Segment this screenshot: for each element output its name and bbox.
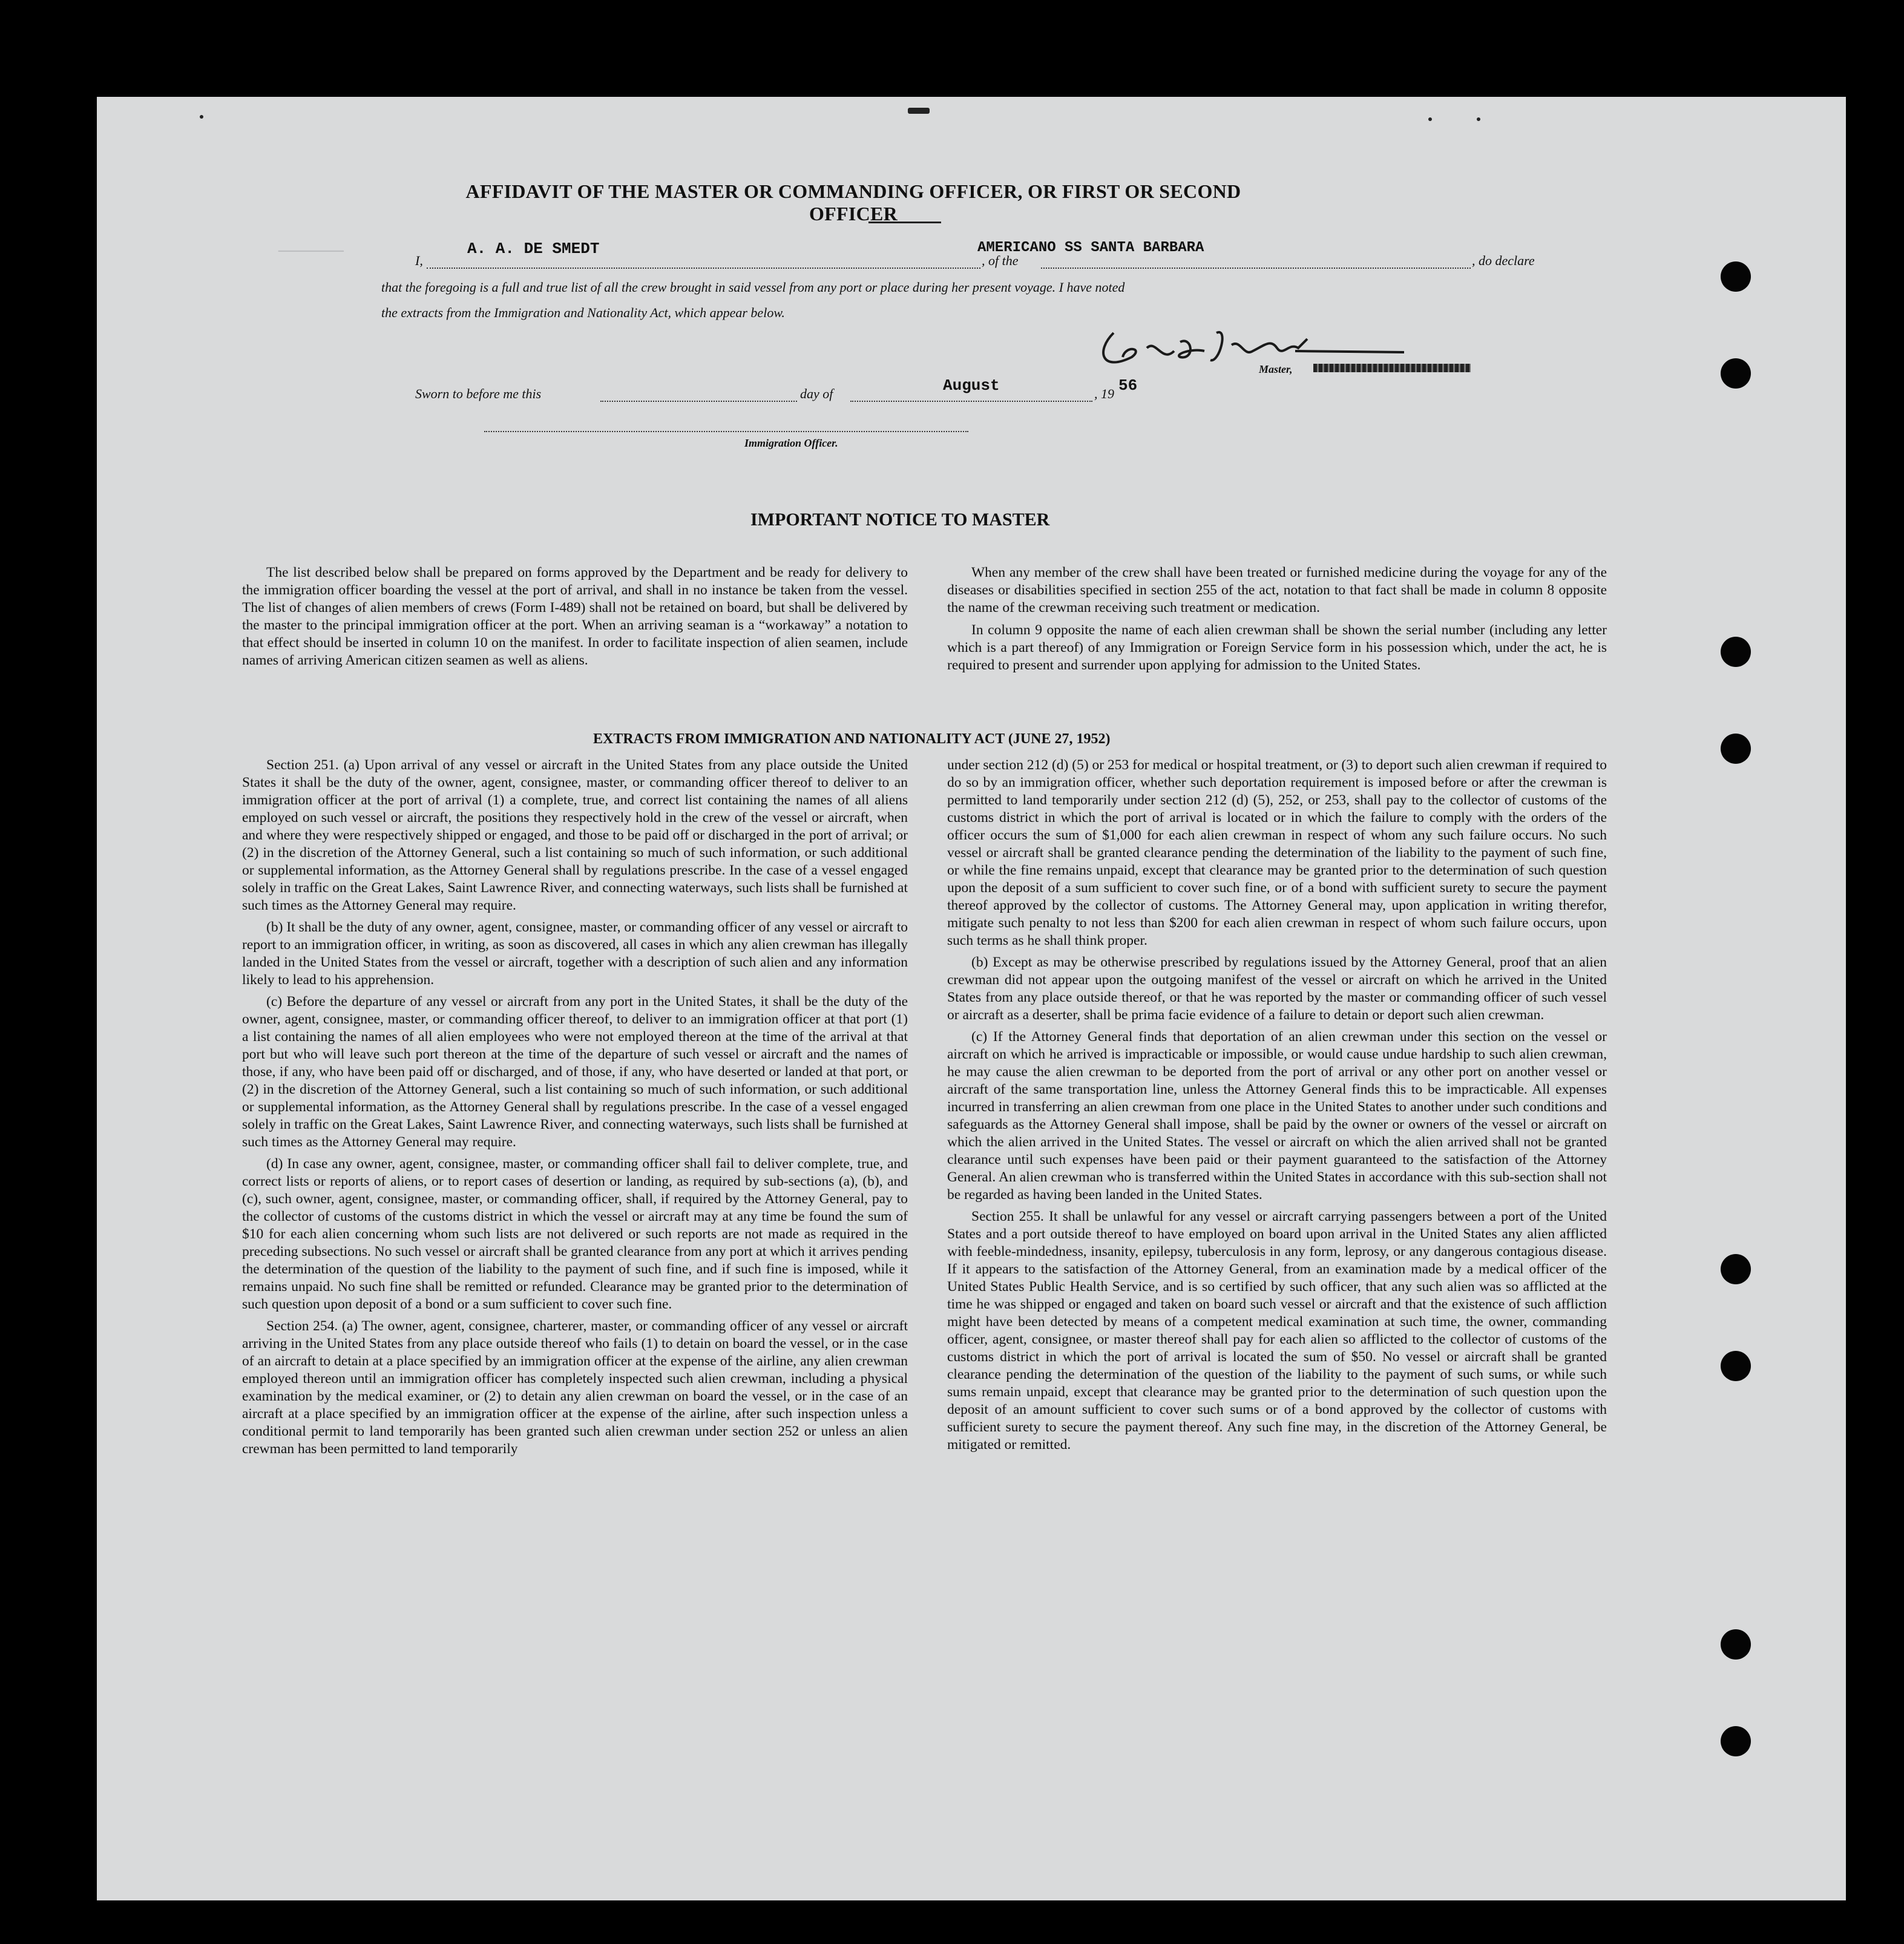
statement-line-2: the extracts from the Immigration and Nationality Act, which appear below. bbox=[381, 305, 785, 320]
year-prefix: , 19 bbox=[1094, 386, 1114, 401]
name-field-line bbox=[427, 268, 980, 269]
punch-hole bbox=[1721, 1726, 1751, 1756]
section-251-b: (b) It shall be the duty of any owner, agent, consignee, master, or commanding officer of any vessel or aircraft to report to an immigration officer, in writing, as soon as discovered, all cases in which any alien crewman has illegally landed in the United States from the vessel or aircraft, together with a description of such alien and any information likely to lead to his apprehension. bbox=[242, 919, 908, 988]
title-rule bbox=[868, 222, 941, 223]
ink-speck bbox=[1428, 117, 1432, 121]
immigration-officer-label: Immigration Officer. bbox=[744, 437, 838, 449]
struck-out-title bbox=[1313, 364, 1471, 372]
affidavit-title: AFFIDAVIT OF THE MASTER OR COMMANDING OFFICER, OR FIRST OR SECOND OFFICER bbox=[465, 180, 1241, 225]
notice-title: IMPORTANT NOTICE TO MASTER bbox=[750, 510, 1050, 530]
punch-hole bbox=[1721, 1629, 1751, 1660]
extracts-title: EXTRACTS FROM IMMIGRATION AND NATIONALITY ACT (JUNE 27, 1952) bbox=[593, 731, 1111, 747]
notice-right-paragraph-2: In column 9 opposite the name of each alien crewman shall be shown the serial number (including any letter which is a part thereof) of any Immigration or Foreign Service form in his possession which, under the act, he is required to present and surrender upon applying for admission to the United States. bbox=[947, 622, 1607, 673]
document-page bbox=[97, 97, 1846, 1900]
statement-line-1: that the foregoing is a full and true list of all the crew brought in said vessel from any port or place during her present voyage. I have noted bbox=[381, 280, 1125, 295]
sworn-month-line bbox=[850, 401, 1092, 402]
day-of-label: day of bbox=[800, 386, 833, 401]
immigration-officer-line bbox=[484, 431, 968, 432]
ink-speck bbox=[200, 115, 203, 119]
declare-label: , do declare bbox=[1472, 253, 1535, 268]
extracts-left-column bbox=[242, 757, 908, 1462]
section-254-b: (b) Except as may be otherwise prescribed by regulations issued by the Attorney General, proof that an alien crewman did not appear upon the outgoing manifest of the vessel or aircraft on which he arrived in the United States from any place outside thereof, or that he was reported by the master or commanding officer of such vessel or aircraft as a deserter, shall be prima facie evidence of a failure to detain or deport such alien crewman. bbox=[947, 954, 1607, 1023]
of-the-label: , of the bbox=[982, 253, 1019, 268]
section-251-a: Section 251. (a) Upon arrival of any vessel or aircraft in the United States from any place outside the United States it shall be the duty of the owner, agent, consignee, master, or commanding officer thereof to deliver to an immigration officer at the port of arrival (1) a complete, true, and correct list containing the names of all aliens employed on such vessel or aircraft, the positions they respectively hold in the crew of the vessel or aircraft, when and where they were respectively shipped or engaged, and those to be paid off or discharged in the port of arrival; or (2) in the discretion of the Attorney General, such a list containing so much of such information, or such additional or supplemental information, as the Attorney General shall by regulations prescribe. In the case of a vessel engaged solely in traffic on the Great Lakes, Saint Lawrence River, and connecting waterways, such lists shall be furnished at such times as the Attorney General may require. bbox=[242, 757, 908, 913]
vessel-field-line bbox=[1041, 268, 1471, 269]
punch-hole bbox=[1721, 637, 1751, 667]
punch-hole bbox=[1721, 1351, 1751, 1381]
sworn-month: August bbox=[943, 376, 1000, 395]
sworn-day-line bbox=[600, 401, 797, 402]
notice-right-column bbox=[947, 564, 1607, 679]
bleed-through: ────── bbox=[278, 242, 344, 263]
notice-left-paragraph: The list described below shall be prepared on forms approved by the Department and be ready for delivery to the immigration officer boarding the vessel at the port of arrival, and shall in no instance be taken from the vessel. The list of changes of alien members of crews (Form I-489) shall not be retained on board, but shall be delivered by the master to the principal immigration officer at the port. When an arriving seaman is a “workaway” a notation to that effect should be inserted in column 10 on the manifest. In order to facilitate inspection of alien seamen, include names of arriving American citizen seamen as well as aliens. bbox=[242, 565, 908, 668]
ink-speck bbox=[1477, 117, 1480, 121]
section-255: Section 255. It shall be unlawful for any vessel or aircraft carrying passengers between a port of the United States and a port outside thereof to have employed on board upon arrival in the United States any alien afflicted with feeble-mindedness, insanity, epilepsy, tuberculosis in any form, leprosy, or any dangerous contagious disease. If it appears to the satisfaction of the Attorney General, from an examination made by a medical officer of the United States Public Health Service, and is so certified by such officer, that any such alien was so afflicted at the time he was shipped or engaged and taken on board such vessel or aircraft and that the existence of such affliction might have been detected by means of a competent medical examination at such time, the owner, commanding officer, agent, consignee, or master thereof shall pay for each alien so afflicted to the collector of customs of the customs district in which the port of arrival is located the sum of $50. No vessel or aircraft shall be granted clearance pending the determination of the question of the liability to the payment of such sums, or while such sums remain unpaid, except that clearance may be granted prior to the determination of such question upon the deposit of an amount sufficient to cover such sums or of a bond approved by the collector of customs with sufficient surety to secure the payment thereof. Any such fine may, in the discretion of the Attorney General, be mitigated or remitted. bbox=[947, 1209, 1607, 1453]
section-254-c: (c) If the Attorney General finds that deportation of an alien crewman under this section on the vessel or aircraft on which he arrived is impracticable or impossible, or would cause undue hardship to such alien crewman, he may cause the alien crewman to be deported from the port of arrival or any other port on another vessel or aircraft of the same transportation line, unless the Attorney General finds this to be impracticable. All expenses incurred in transferring an alien crewman from one place in the United States to another under such conditions and safeguards as the Attorney General shall impose, shall be paid by the owner or owners of the vessel or aircraft on which the alien arrived in the United States. The vessel or aircraft on which the alien arrived shall not be granted clearance until such expenses have been paid or their payment guaranteed to the satisfaction of the Attorney General. An alien crewman who is transferred within the United States in accordance with this sub-section shall not be regarded as having been landed in the United States. bbox=[947, 1029, 1607, 1203]
officer-name: A. A. DE SMEDT bbox=[467, 240, 600, 258]
ink-speck bbox=[908, 108, 930, 114]
section-251-c: (c) Before the departure of any vessel or aircraft from any port in the United States, it shall be the duty of the owner, agent, consignee, master, or commanding officer thereof, to deliver to an immigration officer at that port (1) a list containing the names of all alien employees who were not employed thereon at the time of the arrival at that port but who will leave such port thereon at the time of the departure of such vessel or aircraft and the names of those, if any, who have been paid off or discharged, and of those, if any, who have deserted or landed at that port, or (2) in the discretion of the Attorney General, such a list containing so much of such information, or such additional or supplemental information, as the Attorney General shall by regulations prescribe. In the case of a vessel engaged solely in traffic on the Great Lakes, Saint Lawrence River, and connecting waterways, such lists shall be furnished at such times as the Attorney General may require. bbox=[242, 994, 908, 1150]
punch-hole bbox=[1721, 261, 1751, 292]
section-254-a: Section 254. (a) The owner, agent, consignee, charterer, master, or commanding officer of any vessel or aircraft arriving in the United States from any place outside thereof who fails (1) to detain on board the vessel, or in the case of an aircraft to detain at a place specified by an immigration officer at the expense of the airline, any alien crewman employed thereon until an immigration officer has completely inspected such alien crewman, including a physical examination by the medical examiner, or (2) to detain any alien crewman on board the vessel, or in the case of an aircraft at a place specified by an immigration officer at the expense of the airline, after such inspection unless a conditional permit to land temporarily has been granted such alien crewman under section 252 or unless an alien crewman has been permitted to land temporarily bbox=[242, 1318, 908, 1457]
i-label: I, bbox=[415, 253, 423, 268]
notice-right-paragraph-1: When any member of the crew shall have been treated or furnished medicine during the voyage for any of the diseases or disabilities specified in section 255 of the act, notation to that fact shall be made in column 8 opposite the name of the crewman receiving such treatment or medication. bbox=[947, 565, 1607, 616]
master-label: Master, bbox=[1259, 363, 1293, 375]
sworn-label: Sworn to before me this bbox=[415, 386, 542, 401]
section-254-a-continued: under section 212 (d) (5) or 253 for medical or hospital treatment, or (3) to deport such alien crewman if required to do so by an immigration officer, whether such deportation requirement is imposed before or after the crewman is permitted to land temporarily under section 212 (d) (5), 252, or 253, shall pay to the collector of customs of the customs district in which the port of arrival is located or in which the failure to comply with the orders of the officer occurs the sum of $1,000 for each alien crewman in respect of whom any such failure occurs. No such vessel or aircraft shall be granted clearance pending the determination of the liability to the payment of such fine, or while the fine remains unpaid, except that clearance may be granted prior to the determination of such question upon the deposit of a sum sufficient to cover such fine, or of a bond with sufficient surety to secure the payment thereof approved by the collector of customs. The Attorney General may, upon application in writing therefor, mitigate such penalty to not less than $200 for each alien crewman in respect of whom such failure occurs, upon such terms as he shall think proper. bbox=[947, 757, 1607, 948]
section-251-d: (d) In case any owner, agent, consignee, master, or commanding officer shall fail to deliver complete, true, and correct lists or reports of aliens, or to report cases of desertion or landing, as required by sub-sections (a), (b), and (c), such owner, agent, consignee, master, or commanding officer, shall, if required by the Attorney General, pay to the collector of customs of the customs district in which the vessel or aircraft may at any time be found the sum of $10 for each alien concerning whom such lists are not delivered or such reports are not made as required in the preceding subsections. No such vessel or aircraft shall be granted clearance from any port at which it arrives pending the determination of the question of the liability to the payment of such fine, and if such fine is imposed, while it remains unpaid. No such fine shall be remitted or refunded. Clearance may be granted prior to the determination of such question upon deposit of a bond or a sum sufficient to cover such fine. bbox=[242, 1156, 908, 1312]
sworn-year: 56 bbox=[1118, 376, 1138, 395]
punch-hole bbox=[1721, 358, 1751, 389]
notice-left-column bbox=[242, 564, 908, 674]
vessel-name: AMERICANO SS SANTA BARBARA bbox=[977, 240, 1204, 256]
punch-hole bbox=[1721, 734, 1751, 764]
extracts-right-column bbox=[947, 757, 1607, 1458]
punch-hole bbox=[1721, 1254, 1751, 1284]
